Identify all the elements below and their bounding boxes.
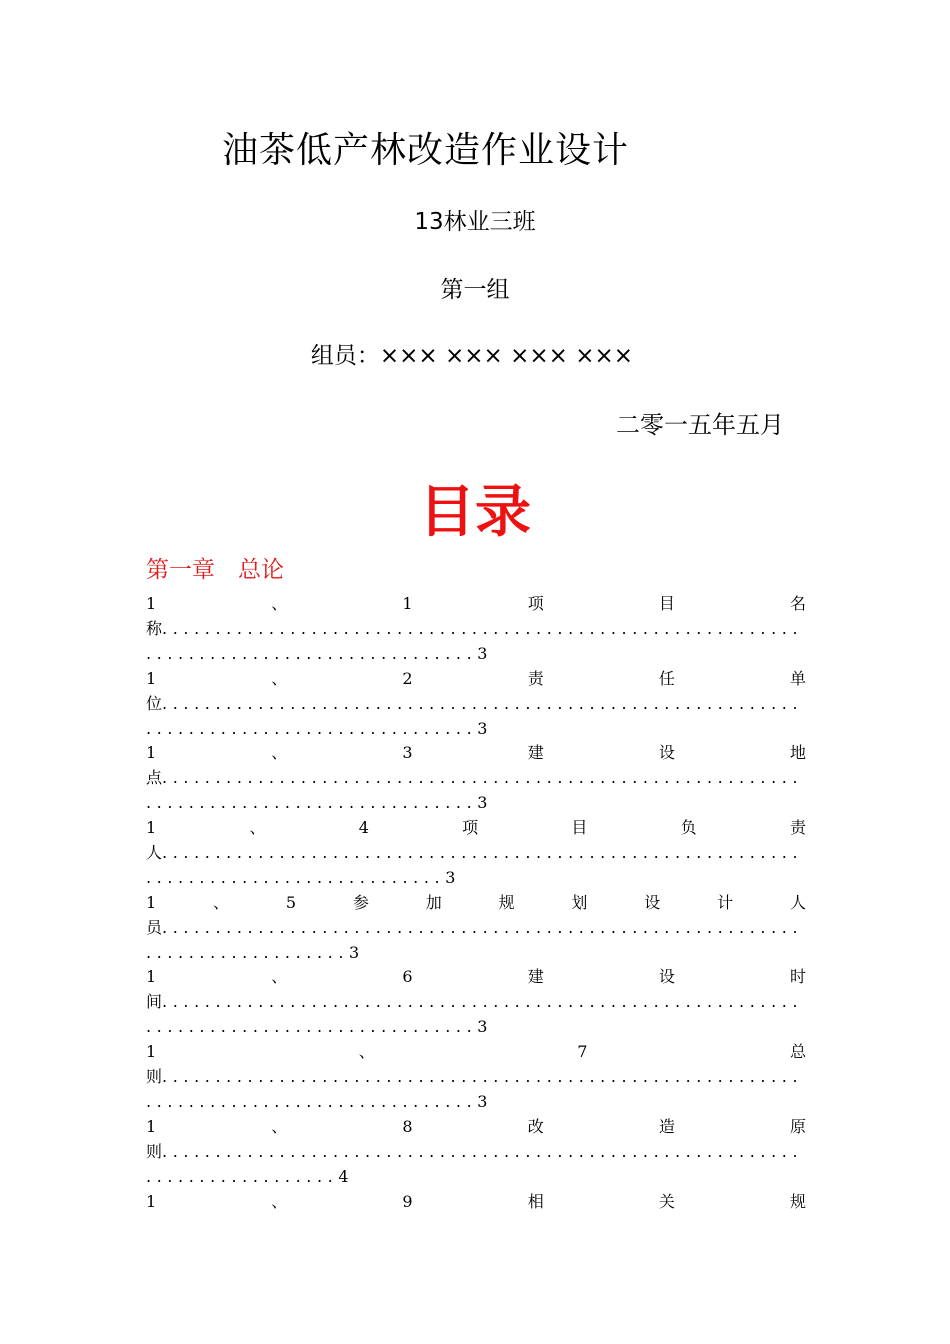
- toc-entry-title-part: 相: [527, 1191, 544, 1211]
- toc-entry-title-part: 2: [402, 668, 413, 688]
- toc-entry-title-end: 称: [146, 619, 163, 638]
- toc-page-number: 3: [349, 942, 360, 962]
- toc-page-number: 3: [477, 644, 488, 663]
- toc-entry-leader-line: [146, 1139, 806, 1164]
- toc-entry[interactable]: [146, 740, 806, 815]
- toc-entry-title-part: 项: [527, 594, 544, 613]
- toc-entry-leader-line: [146, 989, 806, 1014]
- toc-entry-title-part: 6: [402, 967, 413, 987]
- toc-entry[interactable]: [146, 666, 806, 741]
- document-date: 二零一五年五月: [616, 411, 784, 439]
- toc-leader-dots: ...............................: [146, 1092, 478, 1112]
- toc-leader-dots: ...............................: [146, 793, 478, 813]
- toc-entry-title-line: [146, 1114, 806, 1139]
- toc-entry-title-part: 、: [271, 668, 288, 688]
- toc-entry-title-part: 时: [789, 967, 806, 987]
- toc-entry-title-part: 7: [577, 1042, 588, 1062]
- toc-entry-title-end: 点: [146, 768, 163, 788]
- toc-entry-page-line: [146, 1164, 806, 1189]
- toc-entry-title-part: 总: [789, 1042, 806, 1062]
- toc-entry-title-part: 1: [146, 967, 157, 987]
- toc-entry[interactable]: [146, 1114, 806, 1189]
- toc-entry-title-part: 负: [680, 818, 697, 838]
- toc-page-number: 3: [477, 793, 488, 813]
- toc-entry[interactable]: [146, 591, 806, 666]
- toc-leader-dots: ...............................: [146, 718, 478, 738]
- toc-entry-title-part: 3: [402, 743, 413, 763]
- toc-entry-title-end: 则: [146, 1067, 163, 1087]
- toc-entry-title-part: 1: [402, 594, 413, 613]
- toc-entry-title-line: [146, 666, 806, 691]
- toc-entry-title-part: 4: [358, 818, 369, 838]
- toc-entry-title-line: [146, 591, 806, 616]
- toc-entry-title-end: 员: [146, 917, 163, 937]
- toc-entry-title-part: 、: [213, 892, 230, 912]
- toc-entry-title-part: 1: [146, 668, 157, 688]
- toc-leader-dots: ..................: [146, 1166, 339, 1186]
- toc-entry-title-part: 、: [271, 1191, 288, 1211]
- group-name: 第一组: [440, 277, 510, 303]
- toc-entry-title-part: 加: [425, 892, 442, 912]
- toc-entry-title-part: 1: [146, 1191, 157, 1211]
- toc-entry-title-line: [146, 815, 806, 840]
- toc-entry-title-end: 间: [146, 992, 163, 1012]
- toc-entry-title-part: 设: [658, 743, 675, 763]
- toc-leader-dots: ............................................................: [162, 693, 804, 713]
- toc-heading: 目录: [419, 480, 531, 545]
- toc-entry-title-part: 建: [527, 743, 544, 763]
- toc-entry-page-line: [146, 1014, 806, 1039]
- toc-page-number: 3: [477, 718, 488, 738]
- toc-entry-title-part: 责: [527, 668, 544, 688]
- toc-entry-title-part: 人: [789, 892, 806, 912]
- toc-entry-title-part: 1: [146, 818, 157, 838]
- toc-entry-title-part: 目: [571, 818, 588, 838]
- toc-leader-dots: ...................: [146, 942, 350, 962]
- toc-entry-title-line: [146, 890, 806, 915]
- toc-entry-title-part: 关: [658, 1191, 675, 1211]
- toc-entry-title-part: 1: [146, 743, 157, 763]
- toc-entry-title-part: 1: [146, 1116, 157, 1136]
- toc-leader-dots: ............................: [146, 868, 446, 888]
- toc-entry-title-part: 设: [644, 892, 661, 912]
- toc-entry-title-part: 项: [462, 818, 479, 838]
- group-members: 组员：××× ××× ××× ×××: [310, 343, 634, 369]
- toc-leader-dots: ............................................................: [162, 992, 804, 1012]
- toc-entry[interactable]: [146, 964, 806, 1039]
- toc-entry-title-part: 目: [658, 594, 675, 613]
- toc-entry-title-part: 、: [271, 1116, 288, 1136]
- toc-entry-title-part: 、: [358, 1042, 375, 1062]
- toc-list: [146, 591, 806, 1263]
- toc-entry-title-part: 地: [789, 743, 806, 763]
- toc-entry-title-part: 划: [571, 892, 588, 912]
- toc-page-number: 4: [338, 1166, 349, 1186]
- toc-leader-dots: ............................................................: [162, 768, 804, 788]
- toc-entry-title-part: 单: [789, 668, 806, 688]
- toc-entry[interactable]: [146, 815, 806, 890]
- toc-entry-title-part: 1: [146, 892, 157, 912]
- toc-entry-title-part: 设: [658, 967, 675, 987]
- toc-leader-dots: ...............................: [146, 1017, 478, 1037]
- toc-entry-page-line: [146, 641, 806, 666]
- toc-page-number: 3: [477, 1092, 488, 1112]
- toc-entry-title-part: 造: [658, 1116, 675, 1136]
- toc-entry-title-part: 1: [146, 594, 157, 613]
- toc-entry-title-end: 人: [146, 843, 163, 863]
- toc-page-number: 3: [445, 868, 456, 888]
- toc-entry-page-line: [146, 940, 806, 965]
- toc-entry-title-part: 建: [527, 967, 544, 987]
- toc-entry-title-part: 原: [789, 1116, 806, 1136]
- toc-entry-page-line: [146, 716, 806, 741]
- toc-entry-title-part: 任: [658, 668, 675, 688]
- document-title: 油茶低产林改造作业设计: [222, 130, 630, 171]
- toc-entry-title-part: 、: [271, 594, 288, 613]
- toc-entry-title-part: 8: [402, 1116, 413, 1136]
- toc-leader-dots: ............................................................: [162, 1141, 804, 1161]
- toc-entry-leader-line: [146, 1064, 806, 1089]
- toc-leader-dots: ............................................................: [162, 1067, 804, 1087]
- toc-entry-title-part: 5: [285, 892, 297, 912]
- toc-entry-leader-line: [146, 840, 806, 865]
- toc-entry-title-part: 规: [789, 1191, 806, 1211]
- toc-entry-leader-line: [146, 915, 806, 940]
- toc-entry-page-line: [146, 1089, 806, 1114]
- toc-leader-dots: ............................................................: [162, 619, 804, 638]
- toc-entry-title-part: 、: [271, 967, 288, 987]
- toc-leader-dots: ............................................................: [162, 917, 804, 937]
- toc-entry-title-part: 参: [352, 892, 369, 912]
- toc-entry[interactable]: [146, 890, 806, 965]
- toc-entry-title-part: 9: [402, 1191, 413, 1211]
- toc-leader-dots: ............................................................: [162, 843, 804, 863]
- toc-entry-title-part: 、: [271, 743, 288, 763]
- toc-entry-title-end: 位: [146, 693, 163, 713]
- toc-entry-title-part: 改: [527, 1116, 544, 1136]
- toc-entry-title-part: 1: [146, 1042, 157, 1062]
- toc-entry-title-end: 则: [146, 1141, 163, 1161]
- toc-page-number: 3: [477, 1017, 488, 1037]
- toc-entry-title-part: 规: [498, 892, 515, 912]
- toc-entry-title-part: 计: [717, 892, 734, 912]
- toc-entry-title-line: [146, 740, 806, 765]
- toc-entry-leader-line: [146, 691, 806, 716]
- toc-entry-title-line: [146, 964, 806, 989]
- toc-entry[interactable]: [146, 1189, 806, 1264]
- class-name: 13林业三班: [414, 209, 536, 235]
- toc-leader-dots: ...............................: [146, 644, 478, 663]
- toc-entry-title-part: 名: [789, 594, 806, 613]
- toc-entry[interactable]: [146, 1039, 806, 1114]
- toc-entry-title-line: [146, 1189, 806, 1214]
- toc-entry-title-part: 责: [789, 818, 806, 838]
- chapter-1-heading: 第一章 总论: [146, 557, 284, 583]
- toc-entry-title-part: 、: [249, 818, 266, 838]
- toc-entry-title-line: [146, 1039, 806, 1064]
- toc-entry-leader-line: [146, 616, 806, 641]
- toc-entry-page-line: [146, 865, 806, 890]
- toc-entry-page-line: [146, 790, 806, 815]
- toc-entry-leader-line: [146, 765, 806, 790]
